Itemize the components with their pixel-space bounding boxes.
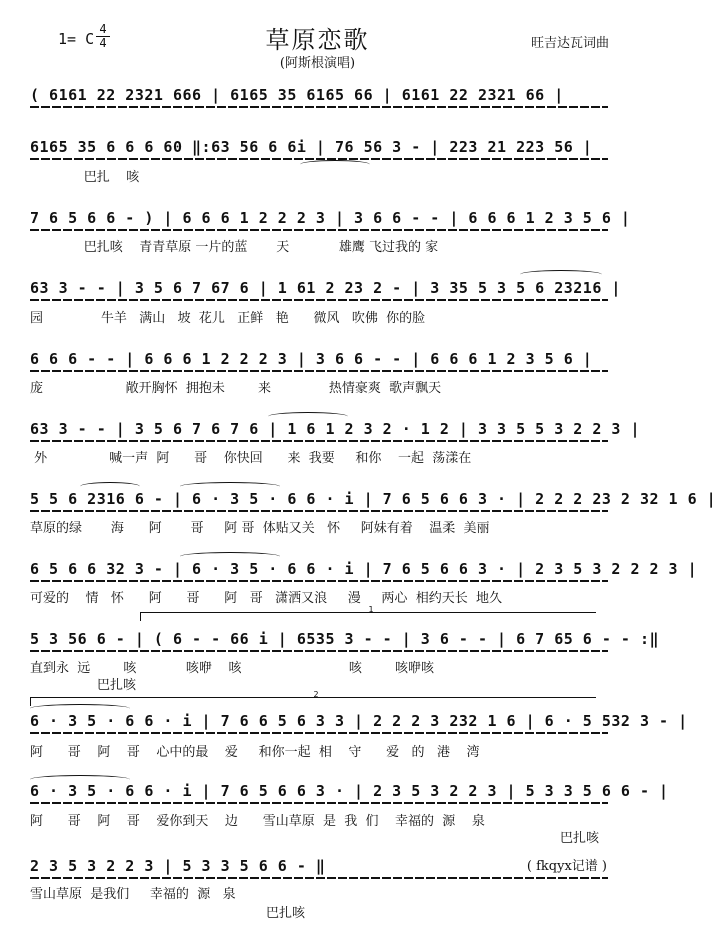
lyrics-row-12: 雪山草原 是我们 幸福的 源 泉 [30, 887, 236, 902]
lyrics-row-9-extra: 巴扎咳 [97, 678, 137, 693]
slur-mark [180, 552, 280, 561]
notes-row-6: 63 3 - - | 3 5 6 7 6 7 6 | 1 6 1 2 3 2 · 1 2 | 3 3 5 5 3 2 2 3 | [30, 420, 640, 438]
song-title: 草原恋歌 [265, 26, 370, 54]
notes-row-1: ( 6161 22 2321 666 | 6165 35 6165 66 | 6161 22 2321 66 | [30, 86, 608, 104]
slur-mark [30, 704, 130, 713]
notes-row-3: 7 6 5 6 6 - ) | 6 6 6 1 2 2 2 3 | 3 6 6 - - | 6 6 6 1 2 3 5 6 | [30, 209, 631, 227]
lyrics-row-9: 直到永 远 咳 咳咿 咳 咳 咳咿咳 [30, 661, 434, 676]
meter-bottom: 4 [99, 36, 107, 50]
lyrics-row-7: 草原的绿 海 阿 哥 阿 哥 体贴又关 怀 阿妹有着 温柔 美丽 [30, 521, 490, 536]
lyrics-row-5: 庞 敞开胸怀 拥抱未 来 热情豪爽 歌声飘天 [30, 381, 442, 396]
volta-first-number: 1 [368, 605, 374, 614]
notes-row-12: 2 3 5 3 2 2 3 | 5 3 3 5 6 6 - ‖ [30, 857, 608, 875]
notes-row-5: 6 6 6 - - | 6 6 6 1 2 2 2 3 | 3 6 6 - - | 6 6 6 1 2 3 5 6 | [30, 350, 608, 368]
lyrics-row-4: 园 牛羊 满山 坡 花儿 正鲜 艳 微风 吹佛 你的脸 [30, 311, 426, 326]
notes-row-10: 6 · 3 5 · 6 6 · i | 7 6 6 5 6 3 3 | 2 2 2 3 232 1 6 | 6 · 5 532 3 - | [30, 712, 688, 730]
notes-row-9: 5 3 56 6 - | ( 6 - - 66 i | 6535 3 - - | 3 6 - - | 6 7 65 6 - - :‖ [30, 630, 660, 648]
transcriber-note: ( fkqyx记谱 ) [526, 859, 607, 874]
slur-mark [300, 160, 370, 169]
lyrics-row-8: 可爱的 情 怀 阿 哥 阿 哥 潇洒又浪 漫 两心 相约天长 地久 [30, 591, 502, 606]
notes-row-2: 6165 35 6 6 6 60 ‖:63 56 6 6i | 76 56 3 - | 223 21 223 56 | [30, 138, 608, 156]
lyrics-row-10: 阿 哥 阿 哥 心中的最 爱 和你一起 相 守 爱 的 港 湾 [30, 745, 480, 760]
lyrics-row-12-extra: 巴扎咳 [266, 906, 306, 921]
notes-row-4: 63 3 - - | 3 5 6 7 67 6 | 1 61 2 23 2 - | 3 35 5 3 5 6 23216 | [30, 279, 621, 297]
lyrics-row-11-extra: 巴扎咳 [560, 831, 600, 846]
notes-row-7: 5 5 6 2316 6 - | 6 · 3 5 · 6 6 · i | 7 6 5 6 6 3 · | 2 2 2 23 2 32 1 6 | [30, 490, 716, 508]
volta-first-ending [140, 605, 596, 621]
lyrics-music-credit: 旺吉达瓦词曲 [530, 36, 609, 51]
slur-mark [80, 482, 140, 491]
lyrics-row-3: 巴扎咳 青青草原 一片的蓝 天 雄鹰 飞过我的 家 [30, 240, 439, 255]
slur-mark [268, 412, 348, 421]
notes-row-11: 6 · 3 5 · 6 6 · i | 7 6 5 6 6 3 · | 2 3 5 3 2 2 3 | 5 3 3 5 6 6 - | [30, 782, 669, 800]
slur-mark [30, 775, 130, 784]
slur-mark [180, 482, 280, 491]
slur-mark [520, 270, 602, 279]
meter-top: 4 [99, 22, 107, 36]
notes-row-8: 6 5 6 6 32 3 - | 6 · 3 5 · 6 6 · i | 7 6 5 6 6 3 · | 2 3 5 3 2 2 2 3 | [30, 560, 698, 578]
key-signature: 1= C [58, 30, 95, 48]
lyrics-row-11: 阿 哥 阿 哥 爱你到天 边 雪山草原 是 我 们 幸福的 源 泉 [30, 814, 485, 829]
lyrics-row-2: 巴扎 咳 [30, 170, 140, 185]
lyrics-row-6: 外 喊一声 阿 哥 你快回 来 我要 和你 一起 荡漾在 [30, 451, 472, 466]
volta-second-number: 2 [313, 690, 319, 699]
song-subtitle: (阿斯根演唱) [279, 56, 356, 71]
